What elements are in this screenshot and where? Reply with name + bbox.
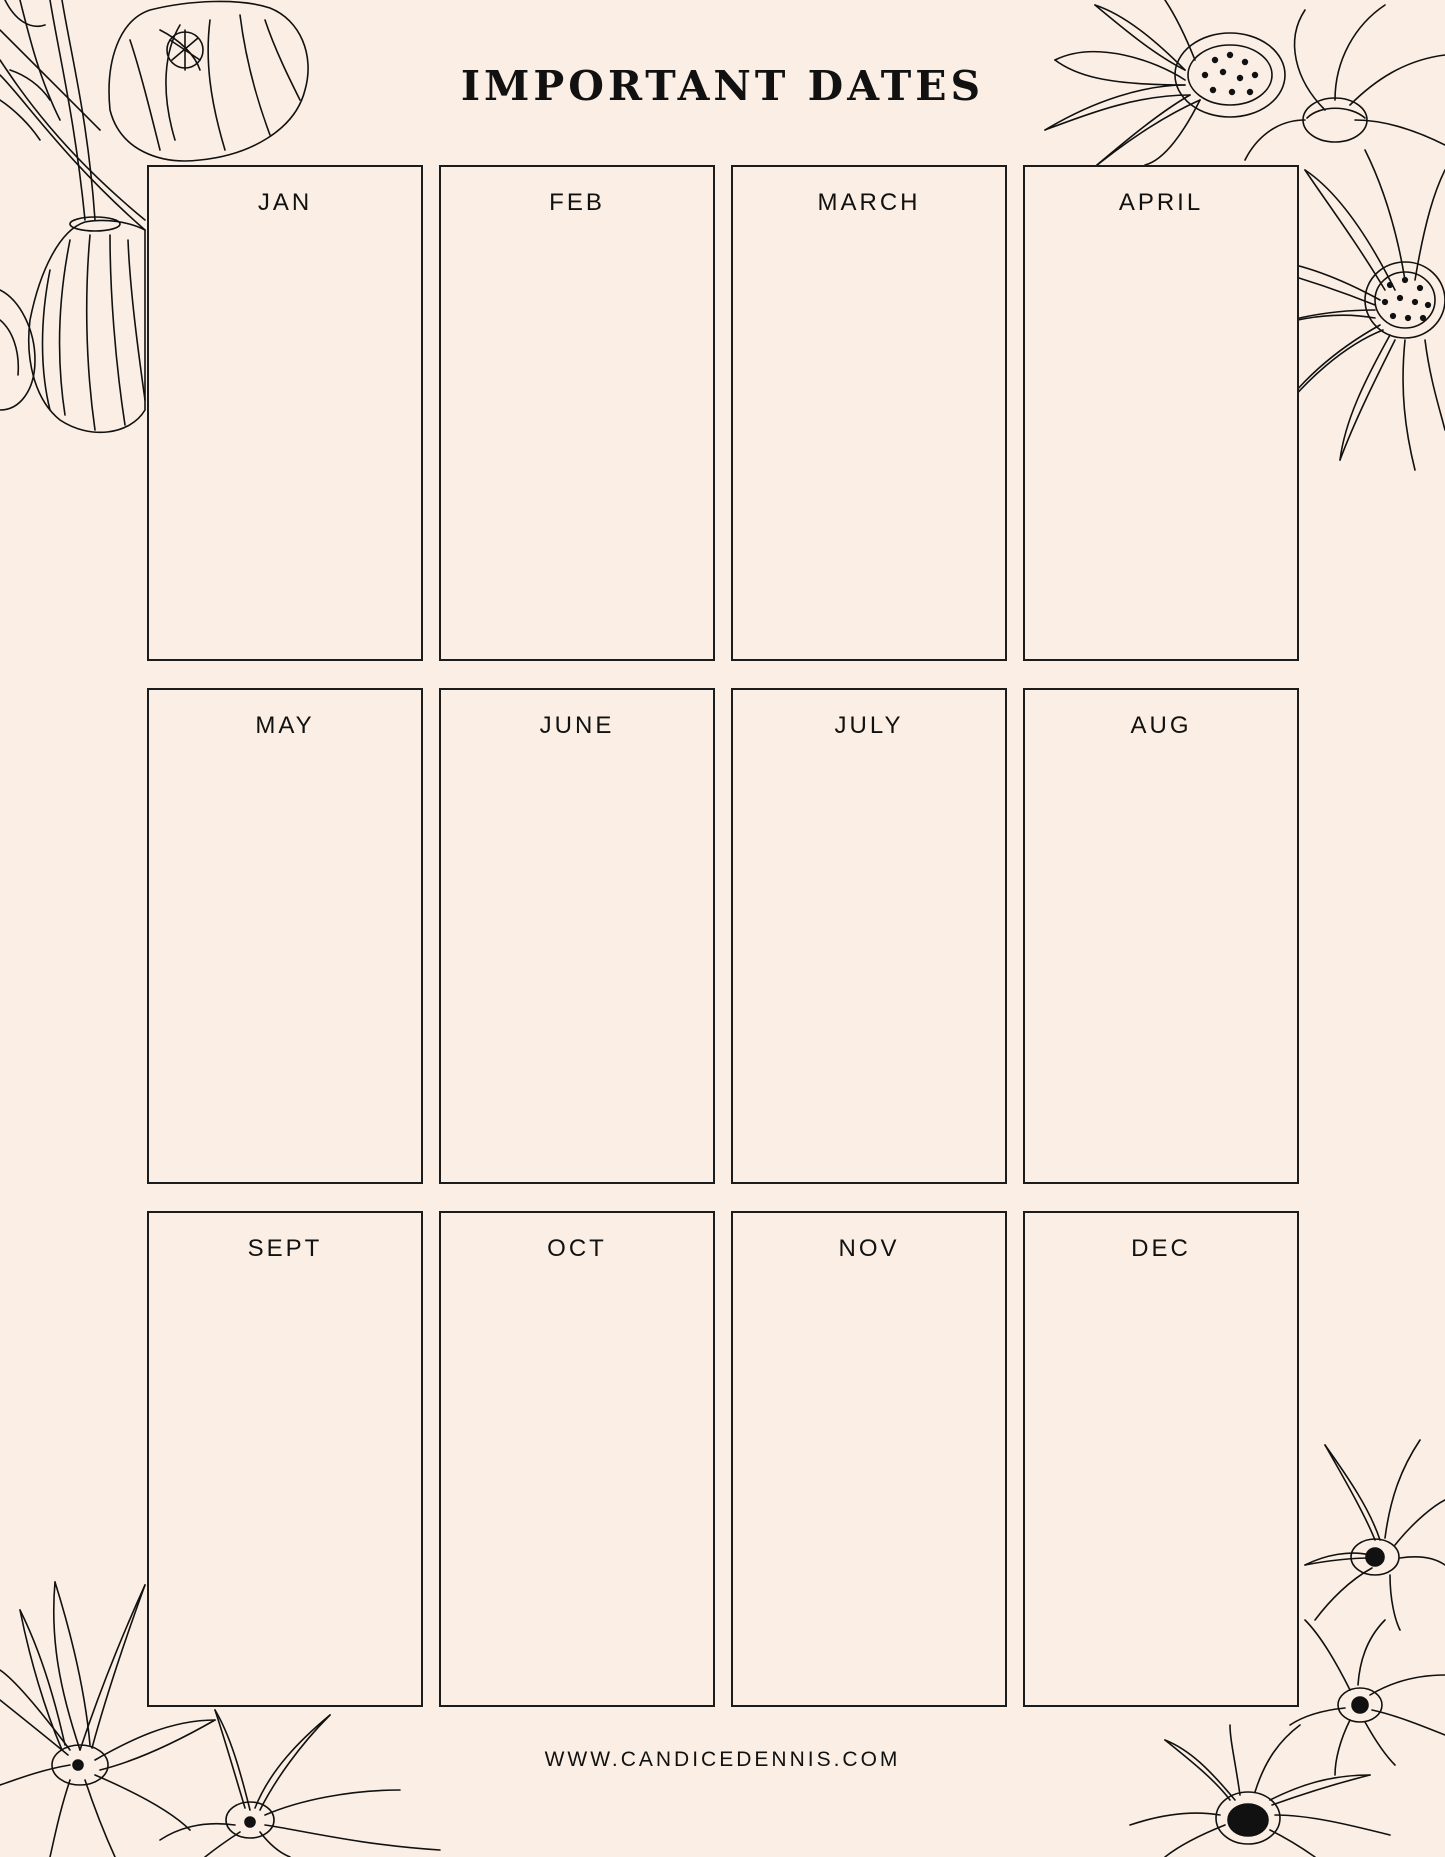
page-title: IMPORTANT DATES bbox=[460, 62, 985, 110]
month-label: APRIL bbox=[1118, 189, 1204, 216]
footer-website: WWW.CANDICEDENNIS.COM bbox=[544, 1748, 901, 1771]
month-box-dec[interactable] bbox=[1023, 1211, 1299, 1707]
month-label: MAY bbox=[255, 712, 315, 739]
month-box-may[interactable] bbox=[147, 688, 423, 1184]
month-box-oct[interactable] bbox=[439, 1211, 715, 1707]
month-label: FEB bbox=[549, 189, 605, 216]
month-box-sept[interactable] bbox=[147, 1211, 423, 1707]
month-label: DEC bbox=[1131, 1235, 1191, 1262]
month-label: MARCH bbox=[817, 189, 921, 216]
month-box-feb[interactable] bbox=[439, 165, 715, 661]
month-label: SEPT bbox=[247, 1235, 323, 1262]
month-label: OCT bbox=[547, 1235, 607, 1262]
month-box-july[interactable] bbox=[731, 688, 1007, 1184]
month-box-aug[interactable] bbox=[1023, 688, 1299, 1184]
month-box-april[interactable] bbox=[1023, 165, 1299, 661]
month-label: JAN bbox=[257, 189, 313, 216]
month-box-june[interactable] bbox=[439, 688, 715, 1184]
month-grid bbox=[147, 165, 1300, 1707]
month-label: AUG bbox=[1130, 712, 1192, 739]
month-label: JULY bbox=[834, 712, 904, 739]
month-label: JUNE bbox=[539, 712, 615, 739]
month-label: NOV bbox=[838, 1235, 900, 1262]
month-box-nov[interactable] bbox=[731, 1211, 1007, 1707]
month-box-jan[interactable] bbox=[147, 165, 423, 661]
month-box-march[interactable] bbox=[731, 165, 1007, 661]
